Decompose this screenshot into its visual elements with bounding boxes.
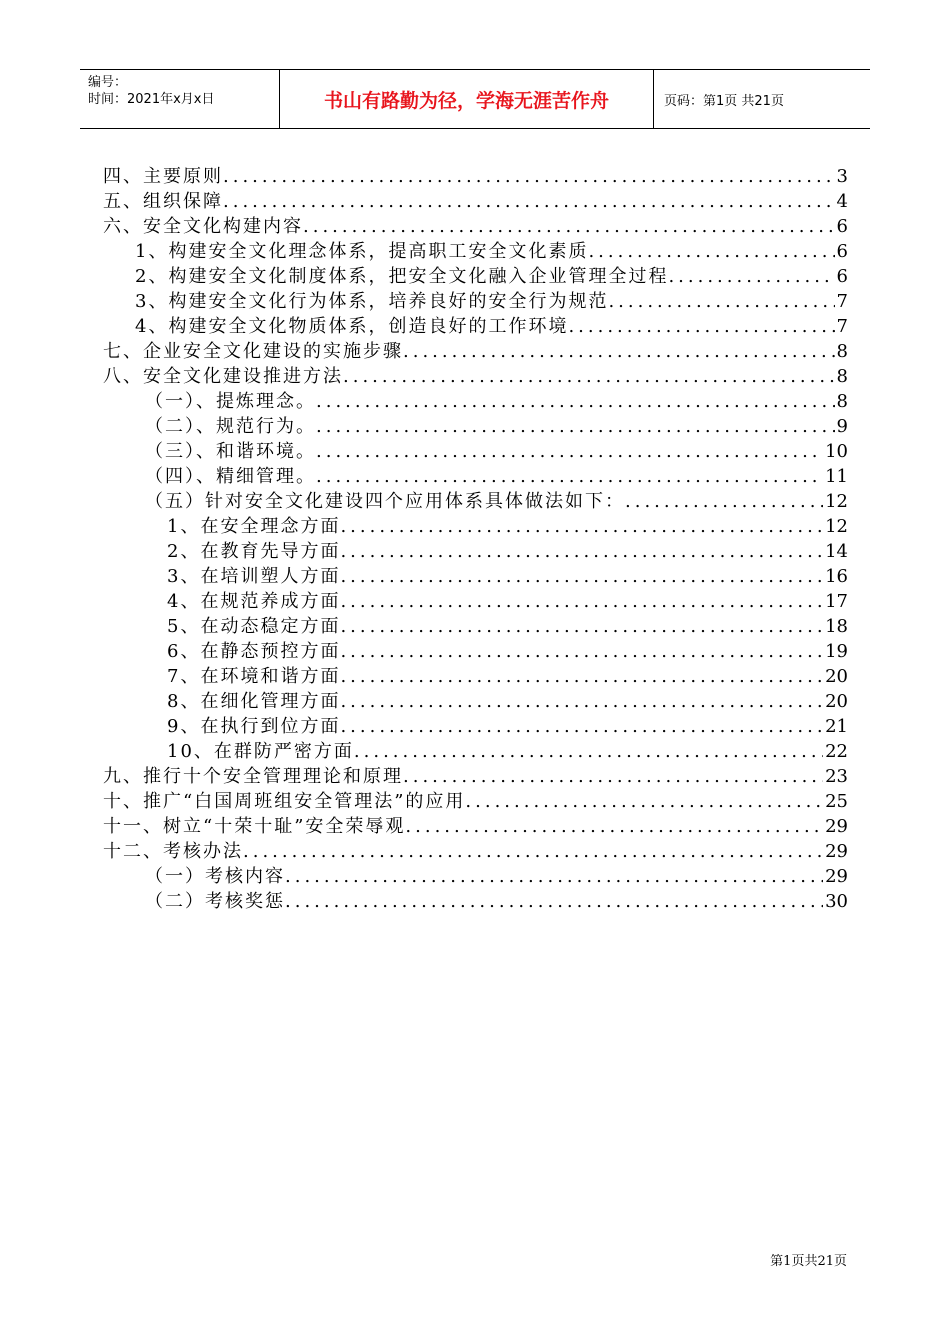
toc-entry-title: 十二、考核办法 — [103, 841, 243, 862]
toc-entry-title: 六、安全文化构建内容 — [103, 216, 303, 237]
toc-dot-leader — [316, 391, 835, 412]
document-time: 时间：2021年x月x日 — [88, 92, 215, 107]
toc-dot-leader — [340, 666, 823, 687]
toc-entry-page: 14 — [825, 541, 848, 562]
toc-entry-page: 11 — [825, 466, 848, 487]
toc-dot-leader — [403, 341, 835, 362]
toc-entry-page: 17 — [825, 591, 848, 612]
toc-entry-page: 8 — [836, 366, 848, 387]
toc-entry-page: 6 — [836, 241, 848, 262]
toc-dot-leader — [625, 491, 823, 512]
toc-dot-leader — [340, 691, 823, 712]
toc-dot-leader — [243, 841, 823, 862]
toc-dot-leader — [340, 541, 823, 562]
header-motto: 书山有路勤为径，学海无涯苦作舟 — [280, 70, 654, 128]
toc-entry[interactable] — [103, 562, 848, 587]
toc-dot-leader — [316, 466, 823, 487]
toc-entry[interactable] — [103, 862, 848, 887]
toc-entry[interactable] — [103, 687, 848, 712]
page-footer: 第1页共21页 — [770, 1254, 847, 1269]
toc-entry-page: 18 — [825, 616, 848, 637]
toc-entry-page: 9 — [836, 416, 848, 437]
toc-entry-page: 21 — [825, 716, 848, 737]
toc-entry-page: 4 — [836, 191, 848, 212]
toc-entry[interactable] — [103, 787, 848, 812]
toc-entry[interactable] — [103, 212, 848, 237]
toc-entry[interactable] — [103, 662, 848, 687]
toc-entry-title: 7、在环境和谐方面 — [167, 666, 341, 687]
toc-dot-leader — [405, 816, 823, 837]
toc-entry-title: 9、在执行到位方面 — [167, 716, 341, 737]
toc-entry-page: 16 — [825, 566, 848, 587]
toc-dot-leader — [340, 516, 823, 537]
table-of-contents — [103, 162, 848, 912]
toc-entry-title: 3、构建安全文化行为体系，培养良好的安全行为规范 — [135, 291, 609, 312]
toc-entry[interactable] — [103, 762, 848, 787]
toc-dot-leader — [608, 291, 834, 312]
toc-entry-title: （五）针对安全文化建设四个应用体系具体做法如下： — [145, 491, 625, 512]
toc-entry-title: （三）、和谐环境。 — [145, 441, 316, 462]
toc-entry-page: 6 — [836, 216, 848, 237]
toc-entry-title: （二）考核奖惩 — [145, 891, 285, 912]
header-page-info: 页码：第1页 共21页 — [664, 93, 784, 109]
toc-entry-page: 23 — [825, 766, 848, 787]
toc-dot-leader — [285, 891, 823, 912]
toc-entry-title: 5、在动态稳定方面 — [167, 616, 341, 637]
toc-entry-title: （二）、规范行为。 — [145, 416, 316, 437]
toc-entry-title: 十、推广“白国周班组安全管理法”的应用 — [103, 791, 466, 812]
toc-entry-page: 29 — [825, 866, 848, 887]
toc-dot-leader — [354, 741, 823, 762]
toc-entry[interactable] — [103, 412, 848, 437]
toc-entry[interactable] — [103, 487, 848, 512]
toc-entry[interactable] — [103, 887, 848, 912]
toc-entry[interactable] — [103, 437, 848, 462]
toc-dot-leader — [285, 866, 823, 887]
toc-dot-leader — [465, 791, 823, 812]
toc-entry-title: 八、安全文化建设推进方法 — [103, 366, 343, 387]
toc-dot-leader — [340, 566, 823, 587]
toc-entry-page: 19 — [825, 641, 848, 662]
toc-entry-title: 3、在培训塑人方面 — [167, 566, 341, 587]
toc-entry-title: 4、构建安全文化物质体系，创造良好的工作环境 — [135, 316, 569, 337]
toc-entry[interactable] — [103, 737, 848, 762]
toc-dot-leader — [340, 641, 823, 662]
toc-entry[interactable] — [103, 362, 848, 387]
toc-entry-title: 10、在群防严密方面 — [167, 741, 354, 762]
toc-entry-title: 2、在教育先导方面 — [167, 541, 341, 562]
toc-entry[interactable] — [103, 537, 848, 562]
toc-dot-leader — [223, 166, 835, 187]
toc-entry-title: 1、构建安全文化理念体系，提高职工安全文化素质 — [135, 241, 589, 262]
toc-entry-title: 九、推行十个安全管理理论和原理 — [103, 766, 403, 787]
toc-entry-title: （四）、精细管理。 — [145, 466, 316, 487]
toc-dot-leader — [340, 591, 823, 612]
toc-entry-page: 25 — [825, 791, 848, 812]
toc-dot-leader — [568, 316, 834, 337]
toc-entry[interactable] — [103, 837, 848, 862]
toc-entry-title: 8、在细化管理方面 — [167, 691, 341, 712]
toc-dot-leader — [403, 766, 823, 787]
toc-entry-page: 12 — [825, 516, 848, 537]
document-number-label: 编号： — [88, 75, 128, 90]
toc-entry-page: 3 — [836, 166, 848, 187]
toc-entry[interactable] — [103, 512, 848, 537]
toc-entry-page: 20 — [825, 666, 848, 687]
toc-entry-page: 29 — [825, 841, 848, 862]
toc-dot-leader — [340, 616, 823, 637]
toc-entry-title: （一）、提炼理念。 — [145, 391, 316, 412]
toc-dot-leader — [316, 441, 823, 462]
toc-entry[interactable] — [103, 162, 848, 187]
toc-entry-title: 十一、树立“十荣十耻”安全荣辱观 — [103, 816, 406, 837]
toc-dot-leader — [343, 366, 835, 387]
toc-entry[interactable] — [103, 287, 848, 312]
toc-entry-page: 29 — [825, 816, 848, 837]
toc-entry-page: 8 — [836, 391, 848, 412]
toc-entry-page: 20 — [825, 691, 848, 712]
toc-entry-page: 7 — [836, 291, 848, 312]
toc-entry[interactable] — [103, 312, 848, 337]
toc-entry-title: 七、企业安全文化建设的实施步骤 — [103, 341, 403, 362]
toc-dot-leader — [588, 241, 834, 262]
toc-dot-leader — [303, 216, 835, 237]
toc-entry[interactable] — [103, 187, 848, 212]
toc-entry-title: 2、构建安全文化制度体系，把安全文化融入企业管理全过程 — [135, 266, 669, 287]
toc-entry-page: 22 — [825, 741, 848, 762]
toc-entry-page: 8 — [836, 341, 848, 362]
toc-entry[interactable] — [103, 262, 848, 287]
toc-entry-page: 7 — [836, 316, 848, 337]
toc-entry[interactable] — [103, 712, 848, 737]
toc-entry[interactable] — [103, 337, 848, 362]
toc-entry[interactable] — [103, 612, 848, 637]
toc-entry-title: （一）考核内容 — [145, 866, 285, 887]
page-header — [80, 69, 870, 129]
toc-dot-leader — [340, 716, 823, 737]
toc-entry-title: 4、在规范养成方面 — [167, 591, 341, 612]
toc-dot-leader — [316, 416, 835, 437]
header-meta — [80, 70, 280, 128]
toc-entry-page: 6 — [836, 266, 848, 287]
toc-entry[interactable] — [103, 587, 848, 612]
toc-entry[interactable] — [103, 237, 848, 262]
toc-entry-page: 10 — [825, 441, 848, 462]
toc-entry[interactable] — [103, 462, 848, 487]
toc-entry-page: 12 — [825, 491, 848, 512]
toc-entry-title: 6、在静态预控方面 — [167, 641, 341, 662]
toc-entry-title: 1、在安全理念方面 — [167, 516, 341, 537]
toc-entry-title: 五、组织保障 — [103, 191, 223, 212]
toc-entry[interactable] — [103, 637, 848, 662]
toc-dot-leader — [668, 266, 834, 287]
toc-entry[interactable] — [103, 812, 848, 837]
toc-entry-title: 四、主要原则 — [103, 166, 223, 187]
toc-entry-page: 30 — [825, 891, 848, 912]
toc-dot-leader — [223, 191, 835, 212]
toc-entry[interactable] — [103, 387, 848, 412]
